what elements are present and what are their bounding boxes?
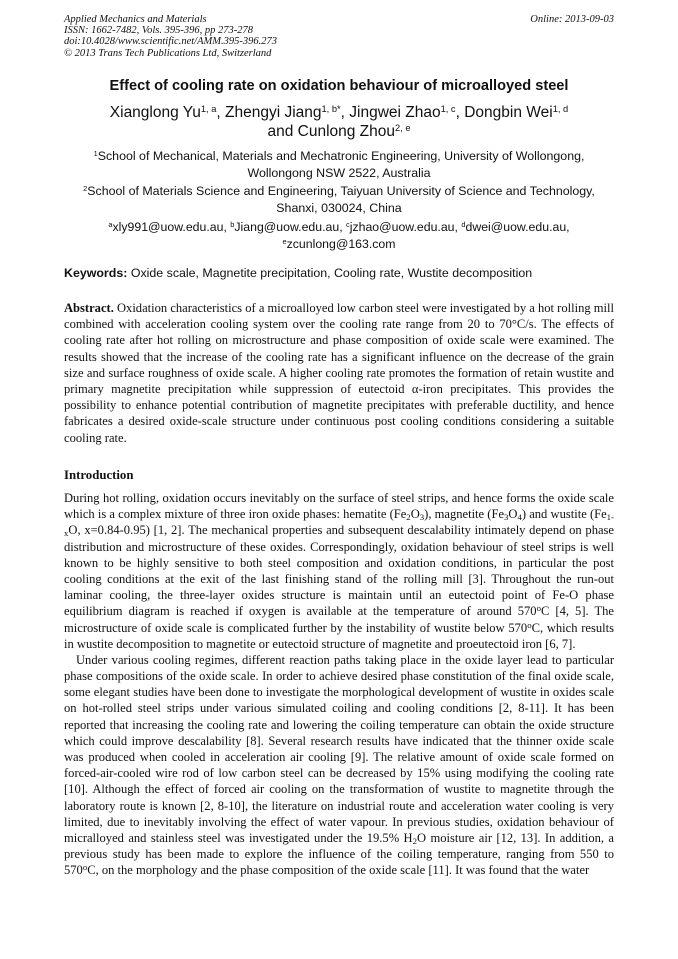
text-run: C, on the morphology and the phase composition of the oxide scale [11]. It was found that the water	[87, 863, 590, 878]
abstract-text: Oxidation characteristics of a microalloyed low carbon steel were investigated by a hot rolling mill combined with acceleration cooling system over the cooling rate range from 20 to 70°C/s. The effects of cooling rate after hot rolling on microstructure and phase composition of oxide scale were examined. The results showed that the increase of the cooling rate has a significant influence on the decrease of the grain size and surface roughness of oxide scale. A higher cooling rate promotes the formation of retain wustite and primary magnetite precipitation while suppression of eutectoid α-iron precipitates. This provides the possibility to enhance potential contribution of magnetite precipitates with preferable ductility, and hence fabricates a desired oxide-scale structure under continuous post cooling conditions considering a suitable cooling rate.	[64, 301, 614, 445]
abstract-label: Abstract.	[64, 301, 114, 315]
text-run: O	[410, 507, 420, 522]
email-mark: e	[282, 236, 287, 246]
affiliation-line: School of Mechanical, Materials and Mechatronic Engineering, University of Wollongong,	[97, 149, 585, 163]
author-mark: 2, e	[395, 122, 411, 133]
author-mark: 1, d	[552, 103, 569, 114]
author-name: Jingwei Zhao	[349, 104, 441, 121]
text-run: ), magnetite (Fe	[424, 507, 505, 522]
keywords-label: Keywords:	[64, 266, 128, 280]
author-list: Xianglong Yu$^{1, a}$, Zhengyi Jiang$^{1, b*}$, Jingwei Zhao$^{1, c}$, Dongbin Wei$^{1, d}$ and Cunlong Zhou$^{2, e}$	[109, 103, 569, 140]
email-link[interactable]: dwei@uow.edu.au	[465, 220, 567, 234]
subscript: 4	[517, 512, 522, 523]
journal-header	[64, 14, 614, 59]
author-mark: 1, a	[200, 103, 217, 114]
author-name: Dongbin Wei	[464, 104, 553, 121]
introduction-body	[64, 490, 614, 879]
email-mark: b	[230, 219, 235, 229]
email-link[interactable]: Jiang@uow.edu.au	[234, 220, 340, 234]
keywords-text: Oxide scale, Magnetite precipitation, Cooling rate, Wustite decomposition	[130, 266, 533, 280]
email-link[interactable]: xly991@uow.edu.au	[112, 220, 224, 234]
author-mark: 1, b*	[321, 103, 341, 114]
section-heading-introduction: Introduction	[64, 468, 134, 482]
doi-line: doi:10.4028/www.scientific.net/AMM.395-396.273	[64, 36, 277, 48]
affiliation-line: Shanxi, 030024, China	[276, 200, 402, 215]
degree-mark: o	[82, 862, 88, 873]
email-link[interactable]: zcunlong@163.com	[286, 236, 396, 251]
affiliation-mark: 1	[93, 148, 98, 158]
paragraph	[64, 490, 614, 652]
author-name: Xianglong Yu	[109, 104, 201, 121]
subscript: 2	[406, 512, 411, 523]
affiliation-2	[56, 183, 622, 216]
author-name: Cunlong Zhou	[297, 123, 396, 140]
author-name: Zhengyi Jiang	[225, 104, 322, 121]
issn-line: ISSN: 1662-7482, Vols. 395-396, pp 273-278	[64, 25, 253, 37]
email-mark: a	[108, 219, 113, 229]
email-list: $^a$xly991@uow.edu.au, $^b$Jiang@uow.edu.au, $^c$jzhao@uow.edu.au, $^d$dwei@uow.edu.au, $^e$zcunlong@163.com	[108, 219, 570, 251]
email-mark: d	[461, 219, 466, 229]
text-run: During hot rolling, oxidation occurs inevitably on the surface of steel strips, and hence forms the oxide scale which is a complex mixture of three iron oxide phases: hematite (Fe	[64, 491, 614, 522]
copyright-line: © 2013 Trans Tech Publications Ltd, Switzerland	[64, 47, 272, 59]
affiliation-1	[56, 148, 622, 181]
text-run: ) and wustite (Fe	[521, 507, 607, 522]
text-run: C, which results in wustite decomposition to magnetite or eutectoid structure of magnetite and proeutectoid iron [6, 7].	[64, 620, 614, 651]
affiliation-mark: 2	[83, 183, 88, 193]
affiliation-line: Wollongong NSW 2522, Australia	[247, 165, 431, 180]
paragraph	[64, 652, 614, 879]
abstract	[64, 300, 614, 446]
subscript: 1-x	[64, 512, 614, 539]
text-run: O	[508, 507, 518, 522]
paper-title: Effect of cooling rate on oxidation behaviour of microalloyed steel	[109, 78, 569, 94]
email-link[interactable]: jzhao@uow.edu.au	[349, 220, 455, 234]
text-run: Under various cooling regimes, different reaction paths taking place in the oxide layer lead to particular phase compositions of the oxide scale. In order to achieve desired phase constitution of the final oxide scale, some elegant studies have been done to investigate the morphological development of wustite in oxides scale on hot-rolled steel strips under various simulated coiling and cooling conditions [2, 8-11]. It has been reported that increasing the cooling rate and lowering the coiling temperature can obtain the oxide structure which could improve descalability [8]. Several research results have indicated that the thinner oxide scale was produced when cooled in acceleration air cooling [9]. The relative amount of oxide scale formed on forced-air-cooled wire rod of low carbon steel can be decreased by 15% using modifying the cooling rate [10]. Although the effect of forced air cooling on the transformation of wustite to magnetite through the laboratory route is known [2, 8-10], the literature on industrial route and acceleration water cooling is very limited, due to inevitably involving the effect of water vapour. In previous studies, oxidation behaviour of micralloyed and stainless steel was investigated under the 19.5% H	[64, 652, 614, 845]
text-run: O, x=0.84-0.95) [1, 2]. The mechanical properties and subsequent descalability intimately depend on phase distribution and microstructure of these oxides. Correspondingly, oxidation behaviour of steel strips is well known to be highly sensitive to both steel composition and oxidation conditions, in particular the post cooling conditions at the exit of the last finishing stand of the rolling mill [3]. Throughout the run-out laminar cooling, the three-layer oxides structure is maintain until an eutectoid point of Fe-O phase equilibrium diagram is reached if oxygen is available at the temperature of around 570	[64, 523, 614, 619]
keywords	[64, 266, 614, 280]
affiliation-line: School of Materials Science and Engineering, Taiyuan University of Science and Technology,	[87, 184, 595, 198]
text-run: C [4, 5]. The microstructure of oxide scale is complicated further by the instability of wustite below 570	[64, 604, 614, 635]
email-mark: c	[346, 219, 350, 229]
author-mark: 1, c	[440, 103, 456, 114]
subscript: 3	[419, 512, 425, 523]
subscript: 2	[412, 836, 418, 847]
journal-name: Applied Mechanics and Materials	[64, 14, 207, 25]
degree-mark: o	[527, 619, 532, 630]
online-date: Online: 2013-09-03	[530, 14, 614, 25]
text-run: O moisture air [12, 13]. In addition, a previous study has been made to explore the influence of the coiling temperature, ranging from 550 to 570	[64, 830, 614, 878]
subscript: 3	[504, 512, 509, 523]
degree-mark: o	[536, 603, 541, 614]
